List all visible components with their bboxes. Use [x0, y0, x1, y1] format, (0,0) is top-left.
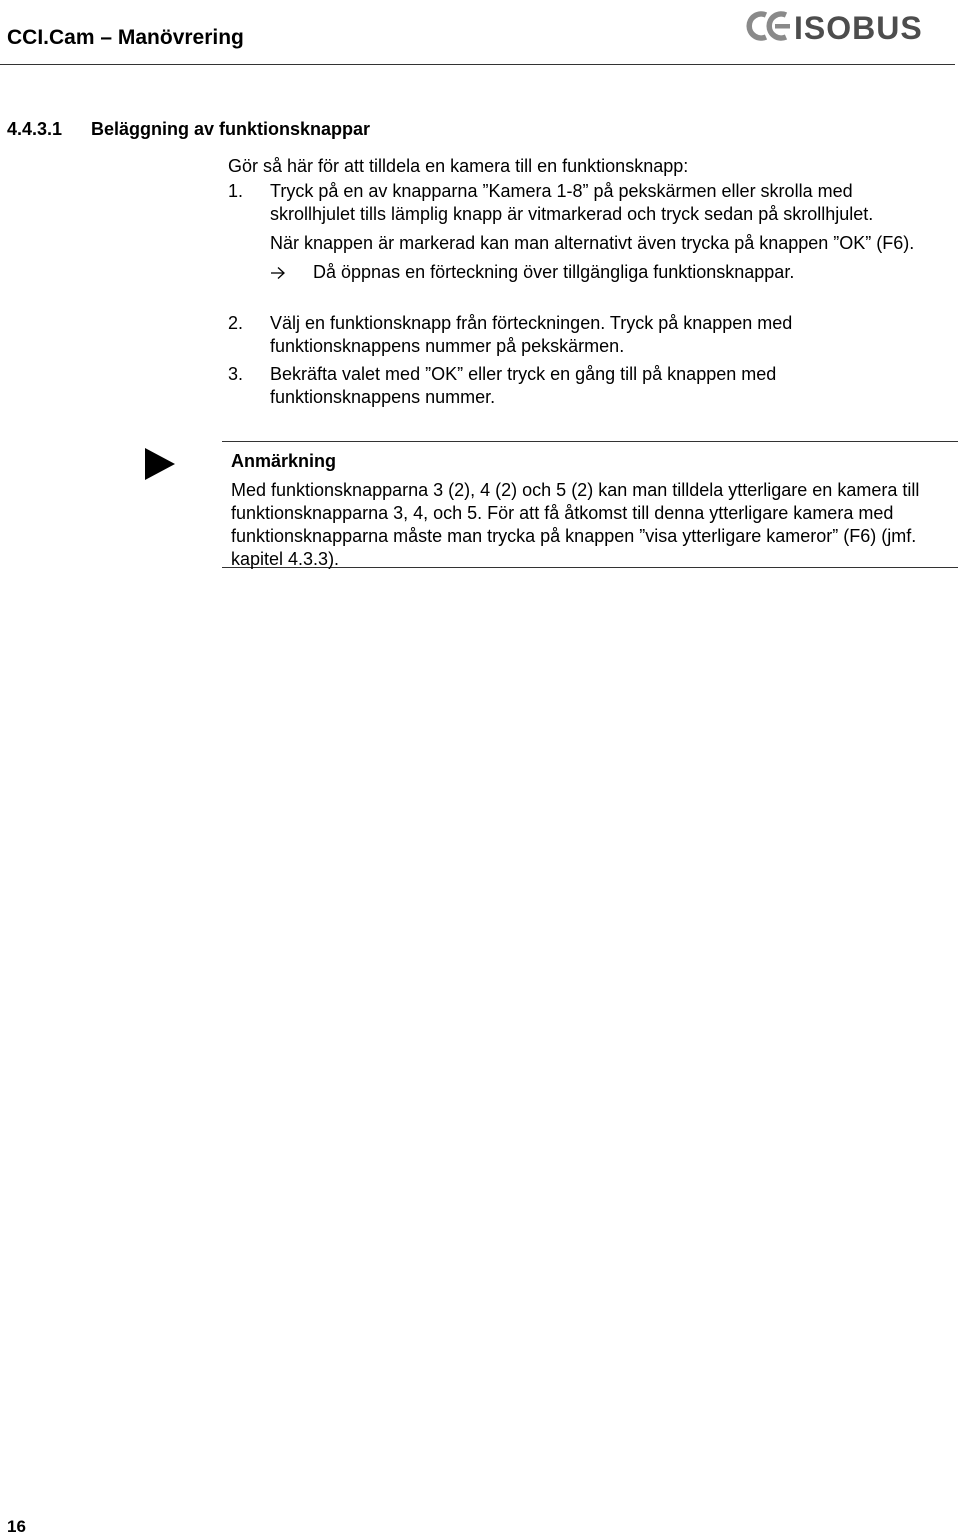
step-1 [228, 180, 928, 284]
step-result-text: Då öppnas en förteckning över tillgängliga funktionsknappar. [313, 262, 795, 282]
step-text: Välj en funktionsknapp från förteckningen. Tryck på knappen med funktionsknappens nummer på pekskärmen. [270, 313, 793, 356]
section-heading [7, 119, 370, 140]
step-number: 2. [228, 313, 244, 333]
step-result [270, 261, 928, 284]
step-number: 3. [228, 364, 244, 384]
right-arrow-icon [270, 261, 286, 286]
step-text: Tryck på en av knapparna ”Kamera 1-8” på pekskärmen eller skrolla med skrollhjulet tills lämplig knapp är vitmarkerad och tryck sedan på skrollhjulet. [270, 181, 874, 224]
section-number: 4.4.3.1 [7, 119, 63, 139]
document-title: CCI.Cam – Manövrering [7, 26, 244, 49]
step-2 [228, 312, 928, 358]
cc-isobus-logo [742, 6, 948, 46]
intro-text: Gör så här för att tilldela en kamera till en funktionsknapp: [228, 156, 689, 176]
section-title: Beläggning av funktionsknappar [91, 119, 371, 139]
note-box [222, 441, 958, 568]
step-text: Bekräfta valet med ”OK” eller tryck en gång till på knappen med funktionsknappens nummer. [270, 364, 777, 407]
note-title: Anmärkning [231, 451, 337, 471]
note-text: Med funktionsknapparna 3 (2), 4 (2) och 5 (2) kan man tilldela ytterligare en kamera till funktionsknapparna 3, 4, och 5. För att få åtkomst till denna ytterligare kamera med funktionsknapparna måste man trycka på knappen ”visa ytterligare kameror” (F6) (jmf. kapitel 4.3.3). [231, 480, 920, 569]
svg-text:ISOBUS: ISOBUS [794, 10, 923, 46]
step-number: 1. [228, 181, 244, 201]
right-triangle-icon [145, 448, 175, 480]
step-3 [228, 363, 928, 409]
header-divider [0, 64, 955, 65]
step-alternative-text: När knappen är markerad kan man alternativt även trycka på knappen ”OK” (F6). [270, 233, 915, 253]
page-number: 16 [7, 1517, 26, 1536]
